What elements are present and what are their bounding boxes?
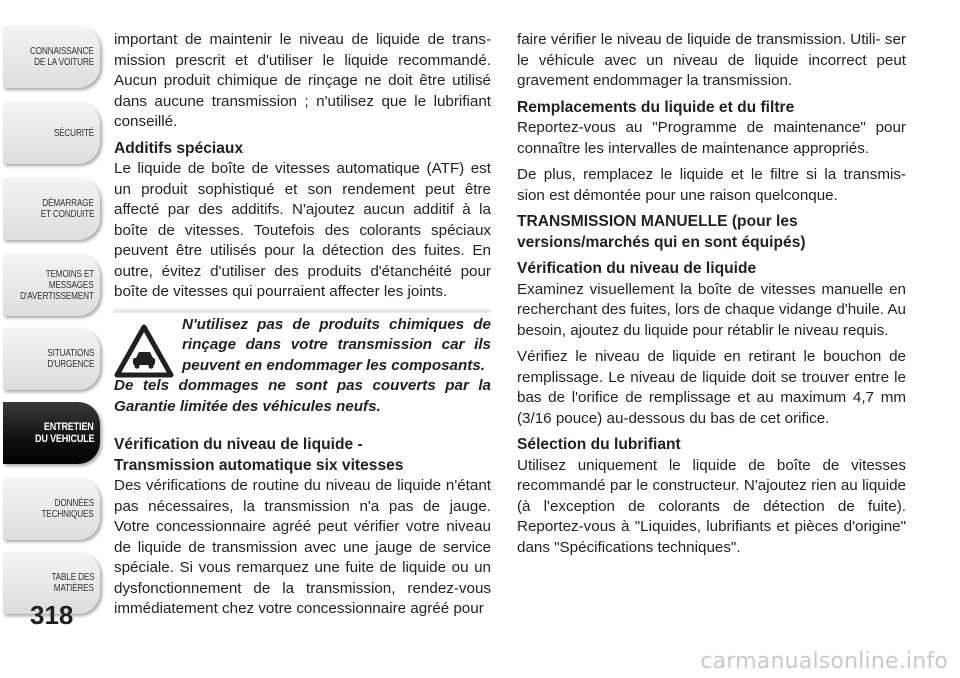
section-heading-verification: [114, 435, 491, 476]
page-number: 318: [30, 600, 74, 630]
right-column: [517, 30, 906, 564]
tab-label: DE LA VOITURE: [34, 57, 94, 68]
tab-label: DONNÉES: [54, 498, 94, 509]
tab-label: TABLE DES: [50, 572, 94, 583]
watermark: carmanualsonline.info: [700, 649, 948, 674]
tab-label: ENTRETIEN: [44, 421, 94, 433]
warning-text: De tels dommages ne sont pas couverts par la Garantie limitée des véhicules neufs.: [114, 377, 491, 415]
tab-donnees[interactable]: [3, 478, 100, 540]
tab-entretien[interactable]: [3, 402, 100, 464]
heading-line: TRANSMISSION MANUELLE (pour les: [517, 213, 798, 230]
tab-label: DÉMARRAGE: [42, 198, 94, 209]
paragraph: Reportez-vous au "Programme de maintenance" pour connaître les intervalles de maintenance appropriés.: [517, 119, 906, 157]
tab-label: SÉCURITÉ: [53, 127, 94, 139]
tab-label: D'URGENCE: [46, 359, 94, 370]
heading-line: Vérification du niveau de liquide -: [114, 436, 363, 453]
tab-label: TECHNIQUES: [41, 509, 94, 520]
tab-demarrage[interactable]: [3, 178, 100, 240]
tab-label: SITUATIONS: [47, 348, 94, 359]
tab-securite[interactable]: [3, 102, 100, 164]
section-heading-transmission-manuelle: [517, 212, 906, 253]
tab-situations[interactable]: [3, 328, 100, 390]
section-heading-selection: Sélection du lubrifiant: [517, 436, 681, 453]
paragraph: Vérifiez le niveau de liquide en retirant le bouchon de remplissage. Le niveau de liquide doit se trouver entre le bas de l'orifice de remplissage et au maximum 4,7 mm (3/16 pouce) au-dessous du bas de cet orifice.: [517, 348, 906, 427]
section-heading-verification: Vérification du niveau de liquide: [517, 260, 757, 277]
paragraph: Des vérifications de routine du niveau de liquide n'étant pas nécessaires, la transmission n'a pas de jauge. Votre concessionnaire agréé peut vérifier votre niveau de liquide de transmission avec une jauge de service spéciale. Si vous remarquez une fuite de liquide ou un dysfonctionnement de la transmission, rendez-vous immédiatement chez votre concessionnaire agréé pour: [114, 477, 491, 617]
warning-triangle-icon: [114, 323, 174, 378]
left-column: [114, 30, 491, 626]
paragraph: Utilisez uniquement le liquide de boîte de vitesses recommandé par le constructeur. N'ajoutez rien au liquide (à l'exception de colorants de détection de fuite). Reportez-vous à "Liquides, lubrifiants et pièces d'origine" dans "Spécifications techniques".: [517, 456, 906, 556]
tab-label: MESSAGES: [49, 279, 94, 291]
heading-line: versions/marchés qui en sont équipés): [517, 233, 806, 251]
tab-label: DU VEHICULE: [34, 433, 94, 445]
tab-temoins[interactable]: [3, 254, 100, 316]
tab-label: D'AVERTISSEMENT: [20, 290, 94, 302]
paragraph: Examinez visuellement la boîte de vitesses manuelle en recherchant des fuites, lors de chaque vidange d'huile. Au besoin, ajoutez du liquide pour rétablir le niveau requis.: [517, 280, 906, 339]
tab-label: ET CONDUITE: [40, 209, 94, 220]
paragraph: important de maintenir le niveau de liquide de trans- mission prescrit et d'utiliser le liquide recommandé. Aucun produit chimique de rinçage ne doit être utilisé dans aucune transmission ; n'utilisez que le lubrifiant conseillé.: [114, 31, 491, 130]
tab-label: MATIÈRES: [53, 583, 94, 594]
section-heading-additifs: Additifs spéciaux: [114, 139, 244, 157]
section-heading-remplacements: Remplacements du liquide et du filtre: [517, 98, 795, 116]
tab-label: TEMOINS ET: [45, 268, 94, 280]
paragraph: Le liquide de boîte de vitesses automatique (ATF) est un produit sophistiqué et son rendement peut être affecté par des additifs. N'ajoutez aucun additif à la boîte de vitesses. Toutefois des colorants spéciaux peuvent être utilisés pour la détection des fuites. En outre, évitez d'utiliser des produits d'étanchéité pour boîte de vitesses qui pourraient affecter les joints.: [114, 160, 491, 300]
warning-text: N'utilisez pas de produits chimiques de rinçage dans votre transmission car ils peuvent en endommager les composants.: [182, 315, 491, 374]
tab-connaissance[interactable]: [3, 26, 100, 88]
paragraph: De plus, remplacez le liquide et le filtre si la transmis- sion est démontée pour une raison quelconque.: [517, 166, 906, 204]
warning-box: [114, 309, 491, 418]
paragraph: faire vérifier le niveau de liquide de transmission. Utili- ser le véhicule avec un niveau de liquide incorrect peut gravement endommager la transmission.: [517, 31, 906, 89]
tab-label: CONNAISSANCE: [30, 46, 94, 57]
heading-line: Transmission automatique six vitesses: [114, 456, 404, 474]
